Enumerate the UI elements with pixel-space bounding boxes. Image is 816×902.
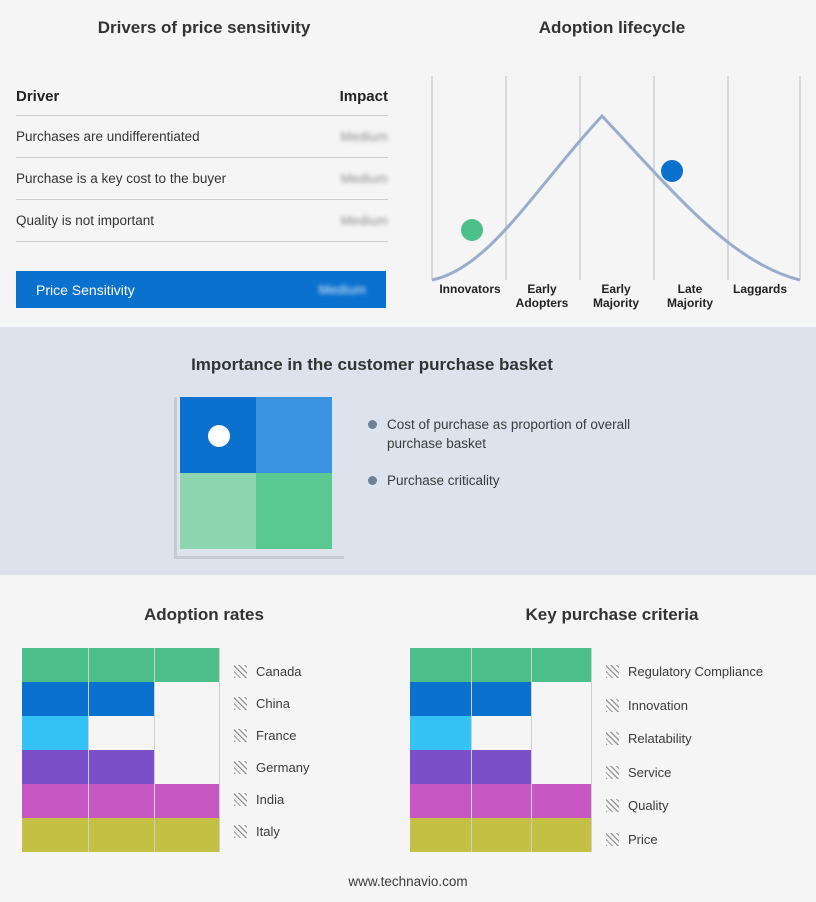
list-item [234,655,309,687]
list-item [606,689,763,723]
list-item [234,783,309,815]
driver-label: Quality is not important [16,213,155,228]
hatch-swatch-icon [606,833,619,846]
grid-line [471,648,472,852]
bar-regulatory-compliance [410,648,592,682]
bar-row [410,784,592,818]
legend-label: Cost of purchase as proportion of overall purchase basket [387,417,631,451]
purchase-basket-title: Importance in the customer purchase basket [191,355,553,374]
bar-price [410,818,592,852]
bar-row [410,750,592,784]
price-sensitivity-label: Price Sensitivity [36,281,135,298]
category-label: Germany [256,759,310,775]
bar-france [22,716,88,750]
drivers-header-driver: Driver [16,88,60,105]
hatch-swatch-icon [234,665,247,678]
category-label: Quality [628,798,669,814]
lifecycle-stage-innovators: Innovators [439,282,501,296]
category-label: Relatability [628,731,692,747]
legend-item [368,471,668,490]
quadrant-y-axis [174,397,177,559]
key-purchase-criteria-title: Key purchase criteria [525,605,699,624]
bar-row [22,818,220,852]
impact-value: Medium [340,171,388,186]
bar-row [22,716,220,750]
quadrant-cell-top-left [180,397,256,473]
bar-row [22,784,220,818]
list-item [234,719,309,751]
hatch-swatch-icon [606,699,619,712]
list-item [606,722,763,756]
adoption-rates-title: Adoption rates [144,605,264,624]
footer-url[interactable]: www.technavio.com [348,874,468,889]
lifecycle-curve [432,116,800,280]
hatch-swatch-icon [234,825,247,838]
grid-line [531,648,532,852]
category-label: France [256,727,297,743]
hatch-swatch-icon [234,761,247,774]
grid-line [154,648,155,852]
key-purchase-criteria-panel [408,575,816,902]
adoption-lifecycle-chart [430,68,802,288]
lifecycle-stage-labels [430,282,802,322]
bar-row [410,716,592,750]
quadrant-marker [208,425,230,447]
hatch-swatch-icon [606,799,619,812]
hatch-swatch-icon [606,732,619,745]
drivers-panel [0,0,408,327]
hatch-swatch-icon [234,729,247,742]
purchase-basket-panel [0,327,816,575]
quadrant-cell-top-right [256,397,332,473]
category-label: Regulatory Compliance [628,664,764,680]
hatch-swatch-icon [234,697,247,710]
table-row [16,116,388,158]
impact-value: Medium [340,213,388,228]
adoption-rates-bars [22,648,220,860]
list-item [606,756,763,790]
list-item [606,823,763,857]
bar-row [22,648,220,682]
bar-quality [410,784,592,818]
drivers-table-header [16,88,388,116]
drivers-table [16,88,388,242]
bar-row [410,648,592,682]
bar-relatability [410,716,471,750]
list-item [234,751,309,783]
bar-canada [22,648,220,682]
grid-line [219,648,220,852]
hatch-swatch-icon [234,793,247,806]
table-row [16,158,388,200]
lifecycle-stage-early-majority: Early Majority [592,282,639,310]
bar-italy [22,818,220,852]
quadrant-cell-bottom-left [180,473,256,549]
bar-row [22,682,220,716]
quadrant-x-axis [174,556,344,559]
category-label: Canada [256,663,302,679]
lifecycle-stage-late-majority: Late Majority [666,282,713,310]
purchase-basket-legend [368,415,668,508]
legend-item [368,415,668,453]
lifecycle-marker-innovators [461,219,483,241]
category-label: Service [628,764,672,780]
list-item [234,815,309,847]
lifecycle-marker-late-majority [661,160,683,182]
hatch-swatch-icon [606,766,619,779]
bar-row [22,750,220,784]
key-purchase-criteria-bars [410,648,592,860]
adoption-lifecycle-title: Adoption lifecycle [538,18,686,37]
adoption-lifecycle-panel [408,0,816,327]
legend-dot-icon [368,420,377,429]
list-item [234,687,309,719]
drivers-title: Drivers of price sensitivity [97,18,311,37]
adoption-rates-panel [0,575,408,902]
bar-india [22,784,220,818]
adoption-rates-legend [234,655,309,847]
grid-line [591,648,592,852]
drivers-header-impact: Impact [339,88,388,105]
lifecycle-stage-laggards: Laggards [732,282,787,296]
hatch-swatch-icon [606,665,619,678]
impact-value: Medium [340,129,388,144]
table-row [16,200,388,242]
key-purchase-criteria-legend [606,655,763,856]
legend-dot-icon [368,476,377,485]
list-item [606,655,763,689]
grid-line [88,648,89,852]
category-label: Innovation [628,697,688,713]
category-label: China [256,695,290,711]
bar-row [410,818,592,852]
driver-label: Purchases are undifferentiated [16,129,200,144]
bar-row [410,682,592,716]
category-label: Italy [256,823,280,839]
price-sensitivity-summary-row [16,271,386,308]
price-sensitivity-value: Medium [318,282,366,297]
quadrant-matrix [180,397,332,549]
driver-label: Purchase is a key cost to the buyer [16,171,227,186]
lifecycle-stage-early-adopters: Early Adopters [515,282,569,310]
legend-label: Purchase criticality [387,473,500,488]
category-label: India [256,791,285,807]
quadrant-cell-bottom-right [256,473,332,549]
list-item [606,789,763,823]
category-label: Price [628,831,658,847]
